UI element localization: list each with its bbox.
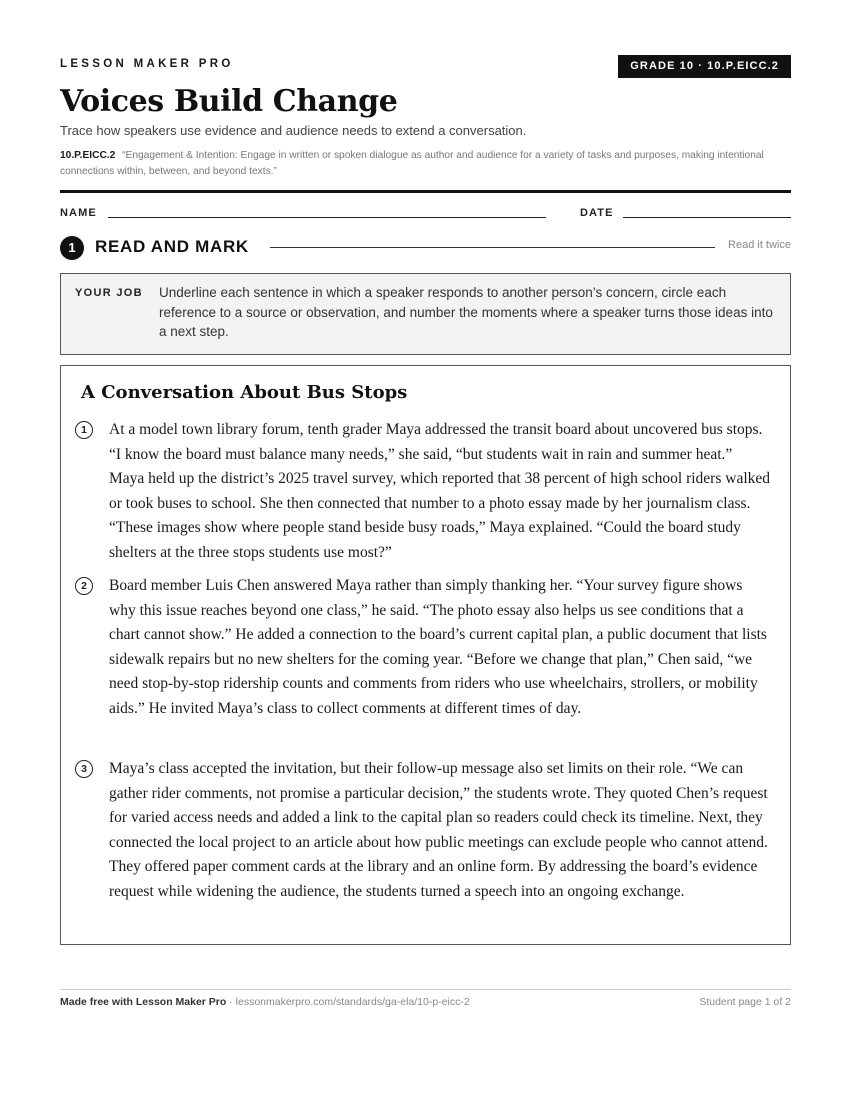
- passage-title: A Conversation About Bus Stops: [81, 382, 408, 403]
- brand-name: LESSON MAKER PRO: [60, 58, 234, 70]
- paragraph-text: Board member Luis Chen answered Maya rather than simply thanking her. “Your survey figure shows why this issue reaches beyond one class,” he said. “The photo essay also helps us see conditions that a chart cannot show.” He added a connection to the board’s current capital plan, a public document that lists sidewalk repairs but no new shelters for the coming year. “Before we change that plan,” Chen said, “we need stop-by-stop ridership counts and comments from riders who use wheelchairs, strollers, or mobility aids.” He invited Maya’s class to collect comments at different times of day.: [109, 577, 767, 717]
- paragraph-number: 2: [75, 577, 93, 595]
- section-header: [60, 235, 791, 259]
- section-number-badge: 1: [60, 236, 84, 260]
- header-divider: [60, 190, 791, 193]
- name-field[interactable]: [108, 217, 546, 218]
- footer-url: lessonmakerpro.com/standards/ga-ela/10-p-eicc-2: [235, 996, 470, 1008]
- standard-description: [60, 148, 780, 180]
- reading-passage: [60, 365, 791, 945]
- name-date-row: [60, 205, 791, 221]
- paragraph-text: Maya’s class accepted the invitation, but their follow-up message also set limits on their role. “We can gather rider comments, not promise a particular decision,” the students wrote. They quoted Chen’s request for varied access needs and added a link to the capital plan so readers could check its timeline. Next, they connected the local project to an article about how public meetings can exclude people who cannot attend. They offered paper comment cards at the library and an online form. By addressing the board’s evidence request while widening the audience, the students turned a speech into an ongoing exchange.: [109, 760, 768, 900]
- paragraph-text: At a model town library forum, tenth grader Maya addressed the transit board about uncovered bus stops. “I know the board must balance many needs,” she said, “but students wait in rain and summer heat.” Maya held up the district’s 2025 travel survey, which reported that 38 percent of high school riders walked or took buses to school. She then connected that number to a photo essay made by her journalism class. “These images show where people stand beside busy roads,” Maya explained. “Could the board study shelters at the three stops students use most?”: [109, 421, 771, 561]
- paragraph-number: 1: [75, 421, 93, 439]
- footer-credit: [60, 996, 470, 1008]
- worksheet-subtitle: Trace how speakers use evidence and audience needs to extend a conversation.: [60, 123, 527, 138]
- standard-code: 10.P.EICC.2: [60, 150, 116, 161]
- standard-text: “Engagement & Intention: Engage in written or spoken dialogue as author and audience for a variety of tasks and purposes, making intentional connections within, between, and beyond texts.”: [60, 150, 764, 177]
- name-label: NAME: [60, 207, 97, 219]
- paragraph-number: 3: [75, 760, 93, 778]
- worksheet-title: Voices Build Change: [60, 84, 398, 119]
- top-bar: [60, 55, 791, 79]
- page-indicator: Student page 1 of 2: [699, 996, 791, 1008]
- grade-badge: GRADE 10 · 10.P.EICC.2: [618, 55, 791, 78]
- worksheet-page: [60, 0, 791, 1100]
- section-note: Read it twice: [728, 239, 791, 251]
- instructions-box: [60, 273, 791, 355]
- footer-made-with: Made free with Lesson Maker Pro: [60, 996, 227, 1008]
- section-title: READ AND MARK: [95, 237, 249, 256]
- instructions-text: Underline each sentence in which a speaker responds to another person’s concern, circle each reference to a source or observation, and number the moments where a speaker turns those ideas into a next step.: [159, 285, 773, 339]
- footer-divider: [60, 989, 791, 990]
- section-divider: [270, 247, 715, 248]
- footer-separator: ·: [226, 996, 236, 1008]
- instructions-label: YOUR JOB: [75, 287, 143, 299]
- date-field[interactable]: [623, 217, 791, 218]
- date-label: DATE: [580, 207, 614, 219]
